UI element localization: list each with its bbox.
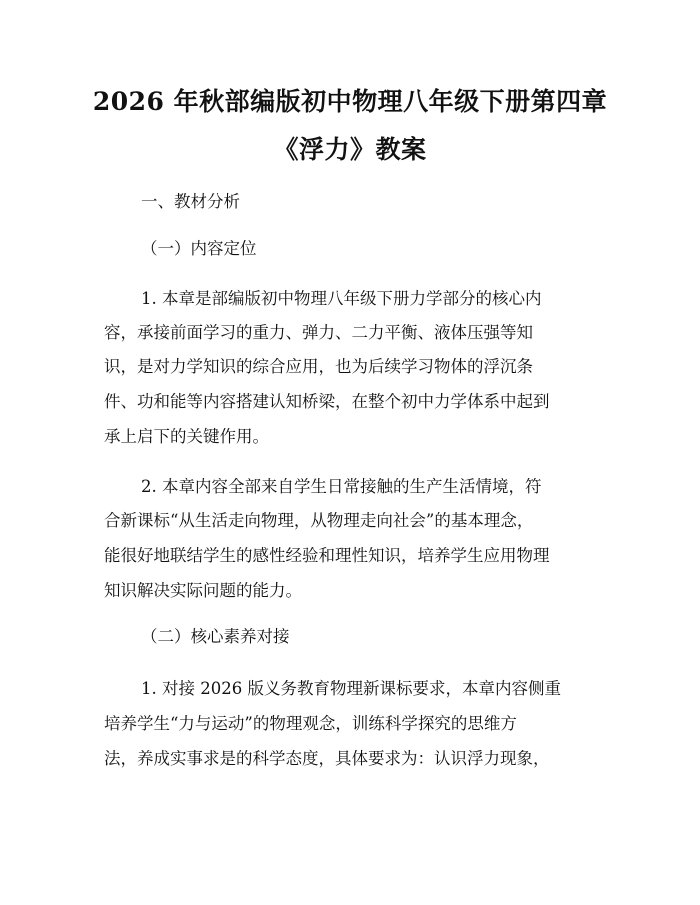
paragraph-3-line: 法，养成实事求是的科学态度，具体要求为：认识浮力现象， [104, 749, 550, 768]
paragraph-1-line: 承上启下的关键作用。 [104, 427, 269, 446]
paragraph-2-line: 2. 本章内容全部来自学生日常接触的生产生活情境，符 [141, 477, 542, 496]
paragraph-1-line: 1. 本章是部编版初中物理八年级下册力学部分的核心内 [141, 289, 542, 308]
paragraph-1-line: 容，承接前面学习的重力、弹力、二力平衡、液体压强等知 [104, 323, 533, 342]
subsection-heading-core-literacy: （二）核心素养对接 [141, 627, 290, 646]
paragraph-2-line: 知识解决实际问题的能力。 [104, 581, 302, 600]
section-heading-teaching-material-analysis: 一、教材分析 [141, 192, 240, 211]
paragraph-2-line: 能很好地联结学生的感性经验和理性知识，培养学生应用物理 [104, 546, 550, 565]
paragraph-1-line: 识，是对力学知识的综合应用，也为后续学习物体的浮沉条 [104, 357, 533, 376]
subsection-heading-content-positioning: （一）内容定位 [141, 239, 257, 258]
paragraph-2-line: 合新课标“从生活走向物理，从物理走向社会”的基本理念， [104, 511, 534, 530]
document-title-line-2: 《浮力》教案 [273, 135, 427, 164]
paragraph-1-line: 件、功和能等内容搭建认知桥梁，在整个初中力学体系中起到 [104, 392, 550, 411]
paragraph-3-line: 1. 对接 2026 版义务教育物理新课标要求，本章内容侧重 [141, 679, 561, 698]
document-title-line-1: 2026 年秋部编版初中物理八年级下册第四章 [92, 87, 608, 116]
paragraph-3-line: 培养学生“力与运动”的物理观念，训练科学探究的思维方 [104, 714, 517, 733]
